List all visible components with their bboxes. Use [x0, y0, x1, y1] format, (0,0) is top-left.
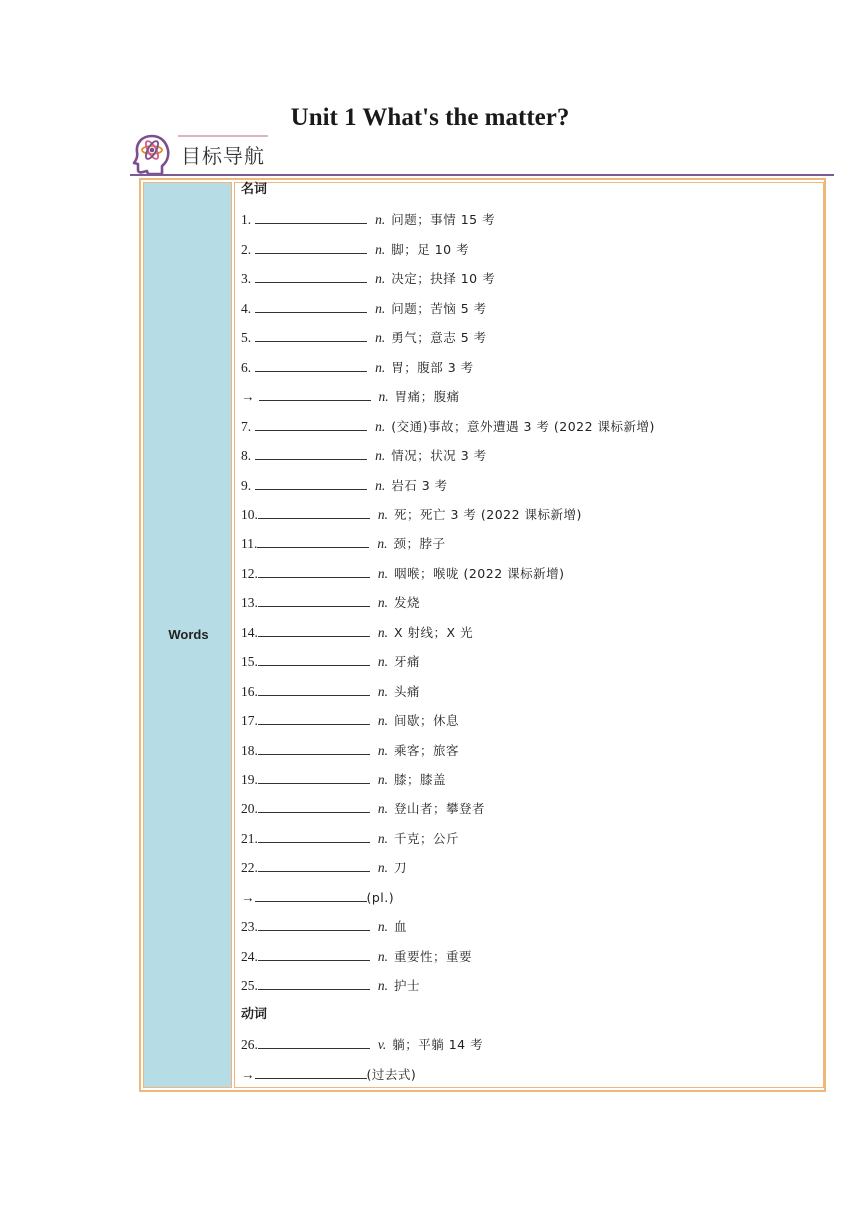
definition: (交通)事故；意外遭遇 3 考 (2022 课标新增) — [391, 418, 655, 434]
item-number: 1. — [241, 212, 252, 228]
definition: 头痛 — [394, 683, 421, 699]
vocab-row — [241, 711, 459, 730]
definition: 刀 — [394, 860, 408, 876]
part-of-speech: n. — [377, 742, 388, 758]
answer-blank[interactable] — [255, 210, 367, 224]
part-of-speech: n. — [375, 330, 386, 346]
item-number: 20. — [241, 801, 258, 817]
definition: 颈；脖子 — [393, 536, 446, 552]
item-number: 13. — [241, 595, 258, 611]
item-number: → — [241, 1066, 255, 1082]
vocab-row — [241, 328, 487, 347]
part-of-speech: n. — [375, 359, 386, 375]
answer-blank[interactable] — [255, 328, 367, 342]
vocab-row — [241, 593, 420, 612]
vocab-row — [241, 652, 420, 671]
answer-blank[interactable] — [258, 829, 370, 843]
item-number: 25. — [241, 978, 258, 994]
section-label: 动词 — [241, 1006, 268, 1022]
part-of-speech: n. — [377, 506, 388, 522]
part-of-speech: n. — [375, 477, 386, 493]
item-number: 26. — [241, 1037, 258, 1053]
answer-blank[interactable] — [258, 858, 370, 872]
vocab-row — [241, 947, 472, 966]
definition: 情况；状况 3 考 — [391, 448, 487, 464]
part-of-speech: n. — [377, 654, 388, 670]
item-number: 12. — [241, 565, 258, 581]
answer-blank[interactable] — [259, 387, 371, 401]
part-of-speech: n. — [375, 418, 386, 434]
part-of-speech: n. — [377, 948, 388, 964]
category-label: Words — [168, 627, 209, 642]
answer-blank[interactable] — [258, 505, 370, 519]
part-of-speech: n. — [377, 772, 388, 787]
answer-blank[interactable] — [258, 652, 370, 666]
answer-blank[interactable] — [258, 947, 370, 961]
part-of-speech: n. — [377, 801, 388, 817]
answer-blank[interactable] — [258, 593, 370, 607]
vocab-row — [241, 269, 495, 288]
definition: 登山者；攀登者 — [394, 801, 486, 817]
definition: 血 — [394, 919, 408, 935]
item-number: 6. — [241, 359, 252, 375]
definition: 护士 — [394, 978, 421, 994]
answer-blank[interactable] — [255, 269, 367, 283]
answer-blank[interactable] — [255, 299, 367, 313]
item-number: 24. — [241, 948, 258, 964]
part-of-speech: v. — [377, 1037, 387, 1053]
vocab-row — [241, 829, 459, 848]
part-of-speech: n. — [377, 860, 388, 876]
vocab-row — [241, 210, 495, 229]
vocab-row — [241, 888, 394, 907]
vocab-row — [241, 799, 485, 818]
part-of-speech: n. — [375, 271, 386, 287]
header-top-rule — [178, 135, 268, 137]
answer-blank[interactable] — [255, 446, 367, 460]
item-number: → — [241, 889, 255, 905]
vocab-row — [241, 976, 420, 995]
answer-blank[interactable] — [258, 741, 370, 755]
page-title: Unit 1 What's the matter? — [290, 104, 570, 131]
item-number: 9. — [241, 477, 252, 493]
definition: 胃痛；腹痛 — [394, 389, 460, 405]
part-of-speech: n. — [377, 565, 388, 581]
answer-blank[interactable] — [258, 711, 370, 725]
vocab-row — [241, 387, 460, 406]
vocab-row — [241, 358, 474, 377]
part-of-speech: n. — [375, 300, 386, 316]
part-of-speech: n. — [377, 830, 388, 846]
section-header-text: 目标导航 — [181, 144, 265, 168]
vocab-row — [241, 417, 655, 436]
definition: 勇气；意志 5 考 — [391, 330, 487, 346]
item-number: 8. — [241, 448, 252, 464]
vocab-row — [241, 446, 487, 465]
part-of-speech: n. — [375, 212, 386, 228]
item-number: 7. — [241, 418, 252, 434]
answer-blank[interactable] — [258, 976, 370, 990]
vocab-row — [241, 682, 420, 701]
item-number: 14. — [241, 624, 258, 640]
answer-blank[interactable] — [255, 358, 367, 372]
part-of-speech: n. — [377, 624, 388, 640]
item-number: 23. — [241, 919, 258, 935]
vocab-row — [241, 476, 448, 495]
definition: 问题；苦恼 5 考 — [391, 300, 487, 316]
answer-blank[interactable] — [255, 476, 367, 490]
vocab-row — [241, 770, 446, 789]
item-number: 2. — [241, 241, 252, 257]
definition: (过去式) — [366, 1066, 417, 1082]
definition: X 射线；X 光 — [394, 624, 474, 640]
item-number: 15. — [241, 654, 258, 670]
part-of-speech: n. — [378, 389, 389, 405]
header-bottom-rule — [130, 174, 834, 176]
definition: 胃；腹部 3 考 — [391, 359, 474, 375]
item-number: → — [241, 389, 255, 405]
definition: 重要性；重要 — [394, 948, 473, 964]
answer-blank[interactable] — [255, 417, 367, 431]
section-header — [130, 133, 834, 178]
part-of-speech: n. — [377, 919, 388, 935]
head-atom-icon — [132, 133, 172, 175]
definition: 间歇；休息 — [394, 713, 460, 729]
part-of-speech: n. — [375, 241, 386, 257]
answer-blank[interactable] — [258, 1035, 370, 1049]
definition: 发烧 — [394, 595, 421, 611]
vocab-row — [241, 741, 459, 760]
definition: 问题；事情 15 考 — [391, 212, 496, 228]
definition: 死；死亡 3 考 (2022 课标新增) — [394, 506, 582, 522]
definition: 岩石 3 考 — [391, 477, 448, 493]
vocab-row — [241, 917, 407, 936]
part-of-speech: n. — [377, 978, 388, 994]
item-number: 11. — [241, 536, 258, 552]
item-number: 5. — [241, 330, 252, 346]
vocab-row — [241, 1065, 416, 1084]
answer-blank[interactable] — [255, 1065, 367, 1079]
part-of-speech: n. — [377, 683, 388, 699]
answer-blank[interactable] — [255, 240, 367, 254]
definition: 决定；抉择 10 考 — [391, 271, 496, 287]
definition: 躺；平躺 14 考 — [392, 1037, 484, 1053]
section-label: 名词 — [241, 182, 268, 197]
vocab-row — [241, 299, 487, 318]
definition: 千克；公斤 — [394, 830, 460, 846]
answer-blank[interactable] — [258, 623, 370, 637]
vocab-row — [241, 505, 582, 524]
definition: 乘客；旅客 — [394, 742, 460, 758]
answer-blank[interactable] — [258, 799, 370, 813]
item-number: 3. — [241, 271, 252, 287]
answer-blank[interactable] — [258, 770, 370, 784]
part-of-speech: n. — [375, 448, 386, 464]
part-of-speech: n. — [377, 536, 388, 552]
item-number: 4. — [241, 300, 252, 316]
item-number: 10. — [241, 506, 258, 522]
item-number: 21. — [241, 830, 258, 846]
item-number: 16. — [241, 683, 258, 699]
vocab-row — [241, 534, 446, 553]
definition: 膝；膝盖 — [394, 772, 447, 787]
definition: (pl.) — [366, 889, 395, 905]
vocab-row — [241, 1035, 483, 1054]
vocab-row — [241, 623, 473, 642]
answer-blank[interactable] — [258, 917, 370, 931]
part-of-speech: n. — [377, 713, 388, 729]
item-number: 22. — [241, 860, 258, 876]
part-of-speech: n. — [377, 595, 388, 611]
vocab-row — [241, 564, 565, 583]
answer-blank[interactable] — [258, 682, 370, 696]
vocab-row — [241, 858, 407, 877]
answer-blank[interactable] — [257, 534, 369, 548]
item-number: 18. — [241, 742, 258, 758]
answer-blank[interactable] — [258, 564, 370, 578]
definition: 牙痛 — [394, 654, 421, 670]
item-number: 19. — [241, 772, 258, 787]
answer-blank[interactable] — [255, 888, 367, 902]
definition: 咽喉；喉咙 (2022 课标新增) — [394, 565, 565, 581]
category-cell — [143, 182, 232, 1088]
vocab-row — [241, 240, 469, 259]
definition: 脚；足 10 考 — [391, 241, 470, 257]
item-number: 17. — [241, 713, 258, 729]
